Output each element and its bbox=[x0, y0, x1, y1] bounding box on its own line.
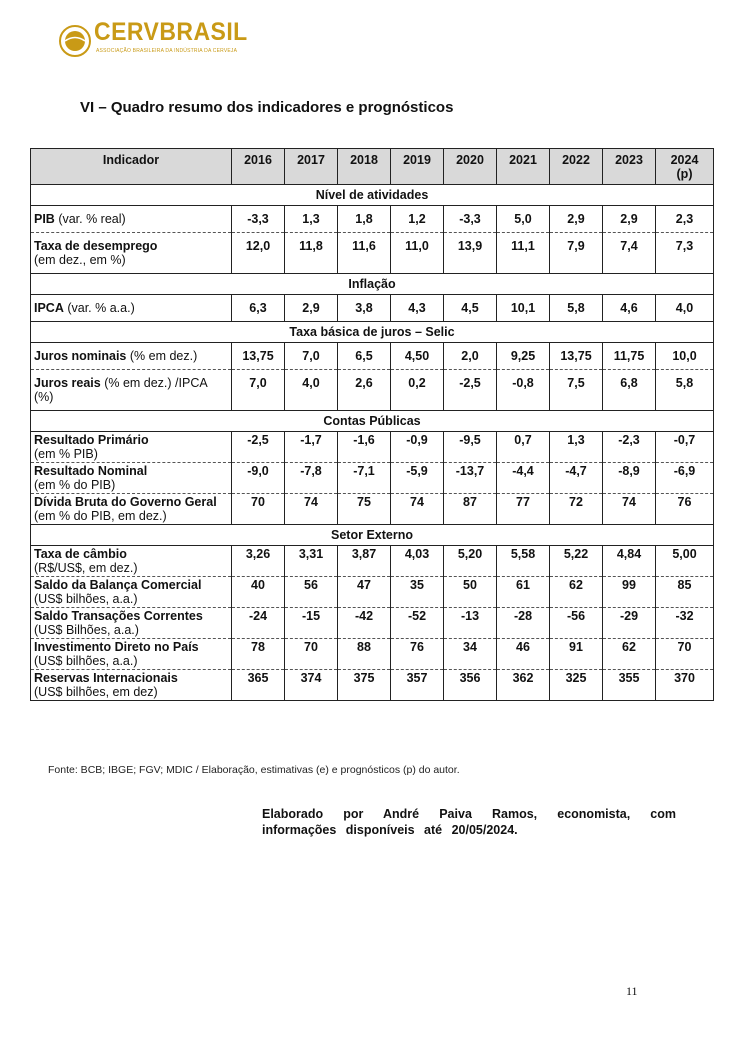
value-cell: 10,1 bbox=[497, 295, 550, 322]
indicator-label bbox=[31, 608, 232, 639]
value-cell: 77 bbox=[497, 494, 550, 525]
year-header: 2018 bbox=[338, 149, 391, 185]
indicators-table bbox=[30, 148, 714, 701]
value-cell: 357 bbox=[391, 670, 444, 701]
value-cell: 1,3 bbox=[550, 432, 603, 463]
value-cell: 72 bbox=[550, 494, 603, 525]
value-cell: 61 bbox=[497, 577, 550, 608]
indicator-label bbox=[31, 546, 232, 577]
value-cell: 2,3 bbox=[656, 206, 714, 233]
value-cell: 5,20 bbox=[444, 546, 497, 577]
value-cell: 2,9 bbox=[603, 206, 656, 233]
group-row bbox=[31, 274, 714, 295]
value-cell: 6,5 bbox=[338, 343, 391, 370]
value-cell: 362 bbox=[497, 670, 550, 701]
indicator-label bbox=[31, 577, 232, 608]
value-cell: 3,26 bbox=[232, 546, 285, 577]
value-cell: 88 bbox=[338, 639, 391, 670]
value-cell: 11,8 bbox=[285, 233, 338, 274]
indicator-name: IPCA bbox=[34, 301, 64, 315]
value-cell: 3,31 bbox=[285, 546, 338, 577]
value-cell: 10,0 bbox=[656, 343, 714, 370]
value-cell: 62 bbox=[550, 577, 603, 608]
indicator-unit: (var. % real) bbox=[54, 212, 126, 226]
value-cell: 91 bbox=[550, 639, 603, 670]
indicator-unit: (US$ bilhões, a.a.) bbox=[34, 592, 138, 606]
table-row bbox=[31, 639, 714, 670]
value-cell: 5,0 bbox=[497, 206, 550, 233]
table-row bbox=[31, 670, 714, 701]
value-cell: 74 bbox=[603, 494, 656, 525]
year-header: 2022 bbox=[550, 149, 603, 185]
value-cell: 4,50 bbox=[391, 343, 444, 370]
value-cell: 6,8 bbox=[603, 370, 656, 411]
value-cell: -0,7 bbox=[656, 432, 714, 463]
value-cell: 2,9 bbox=[285, 295, 338, 322]
value-cell: -2,3 bbox=[603, 432, 656, 463]
value-cell: 7,0 bbox=[232, 370, 285, 411]
value-cell: 70 bbox=[656, 639, 714, 670]
value-cell: 7,5 bbox=[550, 370, 603, 411]
value-cell: 34 bbox=[444, 639, 497, 670]
indicator-unit: (em % do PIB) bbox=[34, 478, 116, 492]
year-header: 2019 bbox=[391, 149, 444, 185]
value-cell: 87 bbox=[444, 494, 497, 525]
logo-tagline: ASSOCIAÇÃO BRASILEIRA DA INDÚSTRIA DA CERVEJA bbox=[96, 48, 238, 54]
indicator-label bbox=[31, 233, 232, 274]
group-title: Taxa básica de juros – Selic bbox=[31, 322, 714, 343]
value-cell: 56 bbox=[285, 577, 338, 608]
indicator-unit: (em % PIB) bbox=[34, 447, 98, 461]
author-credit: Elaborado por André Paiva Ramos, economista, com informações disponíveis até 20/05/2024. bbox=[262, 807, 676, 837]
value-cell: -7,1 bbox=[338, 463, 391, 494]
year-header: 2021 bbox=[497, 149, 550, 185]
value-cell: -52 bbox=[391, 608, 444, 639]
indicator-header: Indicador bbox=[31, 149, 232, 185]
value-cell: 85 bbox=[656, 577, 714, 608]
section-title: VI – Quadro resumo dos indicadores e prognósticos bbox=[80, 99, 454, 116]
value-cell: 7,3 bbox=[675, 239, 694, 253]
value-cell: 2,9 bbox=[550, 206, 603, 233]
value-cell: 4,5 bbox=[444, 295, 497, 322]
indicator-unit: (US$ bilhões, em dez) bbox=[34, 685, 158, 699]
value-cell: 4,0 bbox=[285, 370, 338, 411]
group-title: Setor Externo bbox=[31, 525, 714, 546]
table-header-row bbox=[31, 149, 714, 185]
value-cell: 1,3 bbox=[285, 206, 338, 233]
value-cell: 0,7 bbox=[497, 432, 550, 463]
value-cell: 47 bbox=[338, 577, 391, 608]
table-row bbox=[31, 233, 714, 274]
table-row bbox=[31, 546, 714, 577]
value-cell: -13,7 bbox=[444, 463, 497, 494]
value-cell: 5,8 bbox=[675, 376, 694, 390]
value-cell: -5,9 bbox=[391, 463, 444, 494]
table-row bbox=[31, 343, 714, 370]
value-cell: 5,22 bbox=[550, 546, 603, 577]
value-cell: 5,58 bbox=[497, 546, 550, 577]
indicator-unit: (em % do PIB, em dez.) bbox=[34, 509, 167, 523]
indicator-unit: (var. % a.a.) bbox=[63, 301, 135, 315]
value-cell: -2,5 bbox=[444, 370, 497, 411]
value-cell: -29 bbox=[603, 608, 656, 639]
group-row bbox=[31, 411, 714, 432]
value-cell: 11,75 bbox=[603, 343, 656, 370]
group-row bbox=[31, 322, 714, 343]
value-cell: 1,8 bbox=[338, 206, 391, 233]
indicator-unit: (% em dez.) /IPCA (%) bbox=[34, 376, 207, 404]
value-cell: 1,2 bbox=[391, 206, 444, 233]
value-cell: 4,3 bbox=[391, 295, 444, 322]
value-cell: -9,5 bbox=[444, 432, 497, 463]
indicator-name: Taxa de câmbio bbox=[34, 547, 127, 561]
value-cell: 70 bbox=[285, 639, 338, 670]
value-cell: -6,9 bbox=[656, 463, 714, 494]
table-row bbox=[31, 370, 714, 411]
indicator-name: Saldo Transações Correntes bbox=[34, 609, 203, 623]
indicator-label bbox=[31, 206, 232, 233]
value-cell: -42 bbox=[338, 608, 391, 639]
value-cell: 75 bbox=[338, 494, 391, 525]
value-cell: 2,0 bbox=[444, 343, 497, 370]
value-cell: 74 bbox=[391, 494, 444, 525]
value-cell: 40 bbox=[232, 577, 285, 608]
value-cell: 7,4 bbox=[603, 233, 656, 274]
value-cell: -0,8 bbox=[497, 370, 550, 411]
indicator-name: Reservas Internacionais bbox=[34, 671, 178, 685]
indicator-name: Juros nominais bbox=[34, 349, 127, 363]
indicator-name: Juros reais bbox=[34, 376, 101, 390]
indicator-name: Saldo da Balança Comercial bbox=[34, 578, 202, 592]
logo-name: CERVBRASIL bbox=[94, 18, 248, 46]
cervbrasil-logo bbox=[58, 14, 248, 68]
value-cell: 46 bbox=[497, 639, 550, 670]
indicator-label bbox=[31, 432, 232, 463]
value-cell: -1,7 bbox=[285, 432, 338, 463]
value-cell: -3,3 bbox=[232, 206, 285, 233]
value-cell: 5,8 bbox=[550, 295, 603, 322]
table-body bbox=[31, 185, 714, 701]
value-cell: 4,03 bbox=[391, 546, 444, 577]
indicator-name: Resultado Primário bbox=[34, 433, 149, 447]
year-header: 2017 bbox=[285, 149, 338, 185]
beer-seal-icon bbox=[58, 24, 92, 58]
table-row bbox=[31, 463, 714, 494]
value-cell: -32 bbox=[656, 608, 714, 639]
indicator-label bbox=[31, 463, 232, 494]
value-cell: -28 bbox=[497, 608, 550, 639]
value-cell: 3,8 bbox=[338, 295, 391, 322]
group-row bbox=[31, 525, 714, 546]
value-cell: 11,6 bbox=[338, 233, 391, 274]
value-cell: 74 bbox=[285, 494, 338, 525]
group-title: Contas Públicas bbox=[31, 411, 714, 432]
indicator-label bbox=[31, 670, 232, 701]
value-cell: 4,6 bbox=[603, 295, 656, 322]
value-cell: 5,00 bbox=[656, 546, 714, 577]
value-cell: 70 bbox=[232, 494, 285, 525]
value-cell: 76 bbox=[391, 639, 444, 670]
indicator-label bbox=[31, 343, 232, 370]
value-cell: -0,9 bbox=[391, 432, 444, 463]
value-cell: 99 bbox=[603, 577, 656, 608]
value-cell: 325 bbox=[550, 670, 603, 701]
value-cell: 355 bbox=[603, 670, 656, 701]
value-cell: 11,1 bbox=[497, 233, 550, 274]
value-cell: -4,7 bbox=[550, 463, 603, 494]
value-cell: -7,8 bbox=[285, 463, 338, 494]
table-row bbox=[31, 206, 714, 233]
group-title: Nível de atividades bbox=[31, 185, 714, 206]
value-cell: 374 bbox=[285, 670, 338, 701]
value-cell: 7,0 bbox=[285, 343, 338, 370]
value-cell: -9,0 bbox=[232, 463, 285, 494]
value-cell: 12,0 bbox=[232, 233, 285, 274]
table-row bbox=[31, 432, 714, 463]
indicator-unit: (% em dez.) bbox=[126, 349, 198, 363]
table-row bbox=[31, 494, 714, 525]
indicator-unit: (em dez., em %) bbox=[34, 253, 126, 267]
value-cell: 13,75 bbox=[232, 343, 285, 370]
value-cell: 3,87 bbox=[338, 546, 391, 577]
value-cell: -56 bbox=[550, 608, 603, 639]
value-cell: 13,75 bbox=[550, 343, 603, 370]
table-row bbox=[31, 577, 714, 608]
value-cell: -8,9 bbox=[603, 463, 656, 494]
value-cell: -15 bbox=[285, 608, 338, 639]
value-cell: 375 bbox=[338, 670, 391, 701]
year-header: 2016 bbox=[232, 149, 285, 185]
indicator-unit: (US$ Bilhões, a.a.) bbox=[34, 623, 139, 637]
indicator-unit: (R$/US$, em dez.) bbox=[34, 561, 138, 575]
value-cell: 62 bbox=[603, 639, 656, 670]
indicator-label bbox=[31, 639, 232, 670]
value-cell: 4,0 bbox=[675, 301, 694, 315]
value-cell: 13,9 bbox=[444, 233, 497, 274]
value-cell: -3,3 bbox=[444, 206, 497, 233]
year-header: 2024 (p) bbox=[656, 149, 714, 185]
value-cell: 356 bbox=[444, 670, 497, 701]
value-cell: 7,9 bbox=[550, 233, 603, 274]
value-cell: -13 bbox=[444, 608, 497, 639]
group-row bbox=[31, 185, 714, 206]
value-cell: 365 bbox=[232, 670, 285, 701]
indicator-label bbox=[31, 295, 232, 322]
indicator-name: PIB bbox=[34, 212, 55, 226]
value-cell: 6,3 bbox=[232, 295, 285, 322]
indicator-name: Resultado Nominal bbox=[34, 464, 148, 478]
value-cell: 9,25 bbox=[497, 343, 550, 370]
value-cell: -1,6 bbox=[338, 432, 391, 463]
value-cell: 78 bbox=[232, 639, 285, 670]
value-cell: -24 bbox=[232, 608, 285, 639]
value-cell: 76 bbox=[677, 495, 692, 509]
value-cell: 4,84 bbox=[603, 546, 656, 577]
indicator-unit: (US$ bilhões, a.a.) bbox=[34, 654, 138, 668]
indicator-name: Dívida Bruta do Governo Geral bbox=[34, 495, 217, 509]
value-cell: -4,4 bbox=[497, 463, 550, 494]
value-cell: 370 bbox=[674, 671, 695, 685]
year-header: 2020 bbox=[444, 149, 497, 185]
group-title: Inflação bbox=[31, 274, 714, 295]
page-number: 11 bbox=[626, 984, 638, 998]
value-cell: 2,6 bbox=[338, 370, 391, 411]
year-header: 2023 bbox=[603, 149, 656, 185]
table-row bbox=[31, 608, 714, 639]
indicator-label bbox=[31, 370, 232, 411]
table-row bbox=[31, 295, 714, 322]
value-cell: -2,5 bbox=[232, 432, 285, 463]
value-cell: 0,2 bbox=[391, 370, 444, 411]
indicator-name: Investimento Direto no País bbox=[34, 640, 199, 654]
value-cell: 11,0 bbox=[391, 233, 444, 274]
value-cell: 50 bbox=[444, 577, 497, 608]
value-cell: 35 bbox=[391, 577, 444, 608]
indicator-name: Taxa de desemprego bbox=[34, 239, 158, 253]
indicator-label bbox=[31, 494, 232, 525]
source-note: Fonte: BCB; IBGE; FGV; MDIC / Elaboração, estimativas (e) e prognósticos (p) do autor. bbox=[48, 764, 460, 776]
